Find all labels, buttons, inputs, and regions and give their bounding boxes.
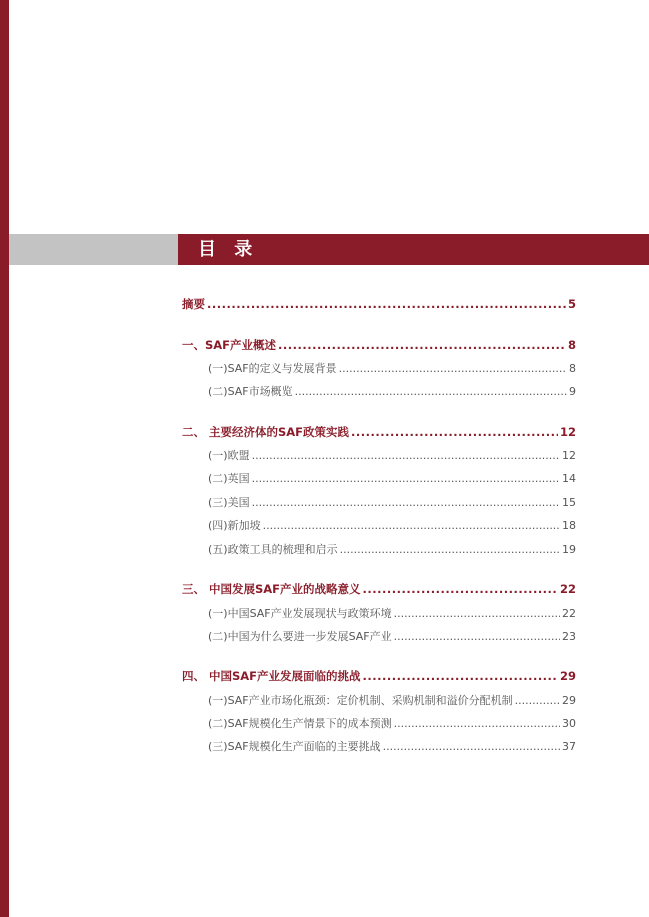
toc-subentry[interactable] — [208, 715, 576, 731]
toc-subentry[interactable] — [208, 517, 576, 533]
toc-entry-label: 摘要 — [182, 297, 205, 311]
toc-subentry[interactable] — [208, 447, 576, 463]
toc-entry-label: (五)政策工具的梳理和启示 — [208, 543, 338, 556]
toc-subentry[interactable] — [208, 738, 576, 754]
dot-leader — [252, 472, 560, 485]
toc-entry-label: (一)SAF的定义与发展背景 — [208, 362, 337, 375]
toc-entry-page: 30 — [562, 717, 576, 730]
toc-entry-page: 12 — [559, 425, 576, 439]
dot-leader — [351, 425, 558, 439]
toc-subentry[interactable] — [208, 360, 576, 376]
toc-subentry[interactable] — [208, 383, 576, 399]
toc-subentry[interactable] — [208, 470, 576, 486]
toc-entry-page: 12 — [562, 449, 576, 462]
dot-leader — [278, 338, 566, 352]
toc-entry-label: (一)中国SAF产业发展现状与政策环境 — [208, 607, 392, 620]
dot-leader — [295, 385, 567, 398]
toc-entry-page: 37 — [562, 740, 576, 753]
toc-entry-page: 18 — [562, 519, 576, 532]
toc-entry-section-3[interactable] — [182, 581, 576, 597]
toc-subentry[interactable] — [208, 605, 576, 621]
toc-entry-label: (二)SAF市场概览 — [208, 385, 293, 398]
dot-leader — [394, 717, 560, 730]
dot-leader — [515, 694, 560, 707]
toc-title: 目 录 — [198, 239, 259, 260]
toc-entry-section-4[interactable] — [182, 668, 576, 684]
toc-entry-page: 29 — [559, 669, 576, 683]
toc-entry-section-2[interactable] — [182, 424, 576, 440]
dot-leader — [339, 362, 567, 375]
toc-subentry[interactable] — [208, 692, 576, 708]
toc-entry-label: 一、SAF产业概述 — [182, 338, 277, 352]
dot-leader — [394, 607, 560, 620]
toc-entry-page: 23 — [562, 630, 576, 643]
toc-entry-label: (二)英国 — [208, 472, 250, 485]
toc-entry-label: (一)SAF产业市场化瓶颈：定价机制、采购机制和溢价分配机制 — [208, 694, 513, 707]
toc-entry-label: (三)SAF规模化生产面临的主要挑战 — [208, 740, 381, 753]
toc-subentry[interactable] — [208, 494, 576, 510]
toc-entry-page: 9 — [569, 385, 576, 398]
dot-leader — [263, 519, 560, 532]
toc-entry-page: 8 — [569, 362, 576, 375]
toc-entry-label: (三)美国 — [208, 496, 250, 509]
toc-entry-page: 8 — [567, 338, 576, 352]
toc-entry-label: (二)SAF规模化生产情景下的成本预测 — [208, 717, 392, 730]
dot-leader — [340, 543, 560, 556]
dot-leader — [207, 297, 566, 311]
dot-leader — [252, 449, 560, 462]
dot-leader — [252, 496, 560, 509]
toc-entry-label: (四)新加坡 — [208, 519, 261, 532]
dot-leader — [394, 630, 560, 643]
toc-entry-label: 三、 中国发展SAF产业的战略意义 — [182, 582, 361, 596]
toc-entry-label: (一)欧盟 — [208, 449, 250, 462]
dot-leader — [363, 669, 558, 683]
toc-subentry[interactable] — [208, 628, 576, 644]
toc-entry-label: (二)中国为什么要进一步发展SAF产业 — [208, 630, 392, 643]
toc-entry-label: 四、 中国SAF产业发展面临的挑战 — [182, 669, 361, 683]
toc-entry-abstract[interactable] — [182, 296, 576, 312]
toc-entry-page: 5 — [567, 297, 576, 311]
toc-entry-label: 二、 主要经济体的SAF政策实践 — [182, 425, 350, 439]
toc-subentry[interactable] — [208, 541, 576, 557]
toc-entry-page: 14 — [562, 472, 576, 485]
toc-entry-page: 22 — [559, 582, 576, 596]
dot-leader — [363, 582, 558, 596]
toc-entry-page: 15 — [562, 496, 576, 509]
toc-entry-page: 19 — [562, 543, 576, 556]
toc-entry-page: 22 — [562, 607, 576, 620]
toc-entry-section-1[interactable] — [182, 337, 576, 353]
dot-leader — [383, 740, 560, 753]
toc-entry-page: 29 — [562, 694, 576, 707]
